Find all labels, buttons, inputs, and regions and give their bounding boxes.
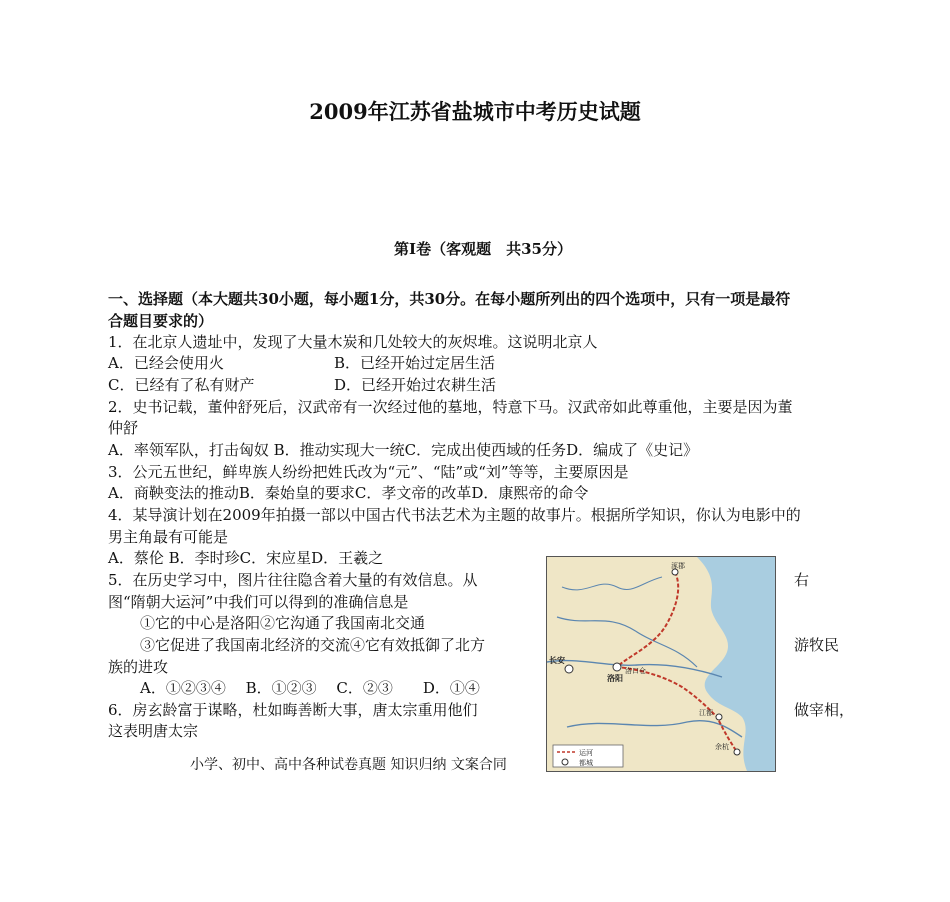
map-city-luoyang xyxy=(613,663,621,671)
map-label-luokoucang: 洛口仓 xyxy=(625,667,646,675)
q1-option-a: A．已经会使用火 xyxy=(108,354,224,372)
q5-item2-left: ③它促进了我国南北经济的交流④它有效抵御了北方 xyxy=(140,636,486,654)
q5-stem-right: 右 xyxy=(794,571,810,589)
map-svg xyxy=(547,557,775,771)
q1-option-d: D．已经开始过农耕生活 xyxy=(334,376,497,394)
q1-option-b: B．已经开始过定居生活 xyxy=(334,354,496,372)
q5-options: A．①②③④ B．①②③ C．②③ D．①④ xyxy=(140,679,480,697)
q2-stem-line2: 仲舒 xyxy=(108,419,139,437)
map-city-yuhang xyxy=(734,749,740,755)
q4-options: A．蔡伦 B．李时珍C．宋应星D．王羲之 xyxy=(108,549,384,567)
q2-stem-line1: 2．史书记载，董仲舒死后，汉武帝有一次经过他的墓地，特意下马。汉武帝如此尊重他，主要是因为董 xyxy=(108,398,793,416)
q3-stem: 3．公元五世纪，鲜卑族人纷纷把姓氏改为“元”、“陆”或“刘”等等，主要原因是 xyxy=(108,463,629,481)
q1-option-c: C．已经有了私有财产 xyxy=(108,376,255,394)
q6-stem-line2: 这表明唐太宗 xyxy=(108,722,199,740)
q5-line5: 族的进攻 xyxy=(108,658,169,676)
q5-item1: ①它的中心是洛阳②它沟通了我国南北交通 xyxy=(140,614,426,632)
q1-stem: 1．在北京人遗址中，发现了大量木炭和几处较大的灰烬堆。这说明北京人 xyxy=(108,333,598,351)
q5-item2-right: 游牧民 xyxy=(794,636,840,654)
map-label-yuhang: 余杭 xyxy=(715,743,729,751)
map-label-zhuojun: 涿郡 xyxy=(671,562,685,570)
map-legend-canal-label: 运河 xyxy=(579,749,593,757)
map-label-luoyang: 洛阳 xyxy=(607,674,623,683)
map-label-jiangdu: 江都 xyxy=(699,709,713,717)
footer-note: 小学、初中、高中各种试卷真题 知识归纳 文案合同 xyxy=(190,757,507,773)
q6-stem-left: 6．房玄龄富于谋略，杜如晦善断大事，唐太宗重用他们 xyxy=(108,701,478,719)
part-header: 第Ⅰ卷（客观题 共35分） xyxy=(394,240,572,258)
q5-stem-line2: 图“隋朝大运河”中我们可以得到的准确信息是 xyxy=(108,593,409,611)
q2-options: A．率领军队，打击匈奴 B．推动实现大一统C．完成出使西域的任务D．编成了《史记》 xyxy=(108,441,699,459)
map-city-jiangdu xyxy=(716,714,722,720)
section-heading-line2: 合题目要求的） xyxy=(108,312,214,330)
q5-stem-left: 5．在历史学习中，图片往往隐含着大量的有效信息。从 xyxy=(108,571,478,589)
map-legend-capital-swatch xyxy=(562,759,568,765)
map-legend-capital-label: 都城 xyxy=(579,759,593,767)
q4-stem-line1: 4．某导演计划在2009年拍摄一部以中国古代书法艺术为主题的故事片。根据所学知识，你认为电影中的 xyxy=(108,506,801,524)
sui-grand-canal-map xyxy=(546,556,776,772)
page-title: 2009年江苏省盐城市中考历史试题 xyxy=(309,99,641,124)
q6-stem-right: 做宰相， xyxy=(794,701,855,719)
q3-options: A．商鞅变法的推动B．秦始皇的要求C．孝文帝的改革D．康熙帝的命令 xyxy=(108,484,589,502)
map-city-changan xyxy=(565,665,573,673)
q4-stem-line2: 男主角最有可能是 xyxy=(108,528,229,546)
map-label-changan: 长安 xyxy=(549,656,565,665)
section-heading-line1: 一、选择题（本大题共30小题，每小题1分，共30分。在每小题所列出的四个选项中，只有一项是最符 xyxy=(108,290,791,308)
